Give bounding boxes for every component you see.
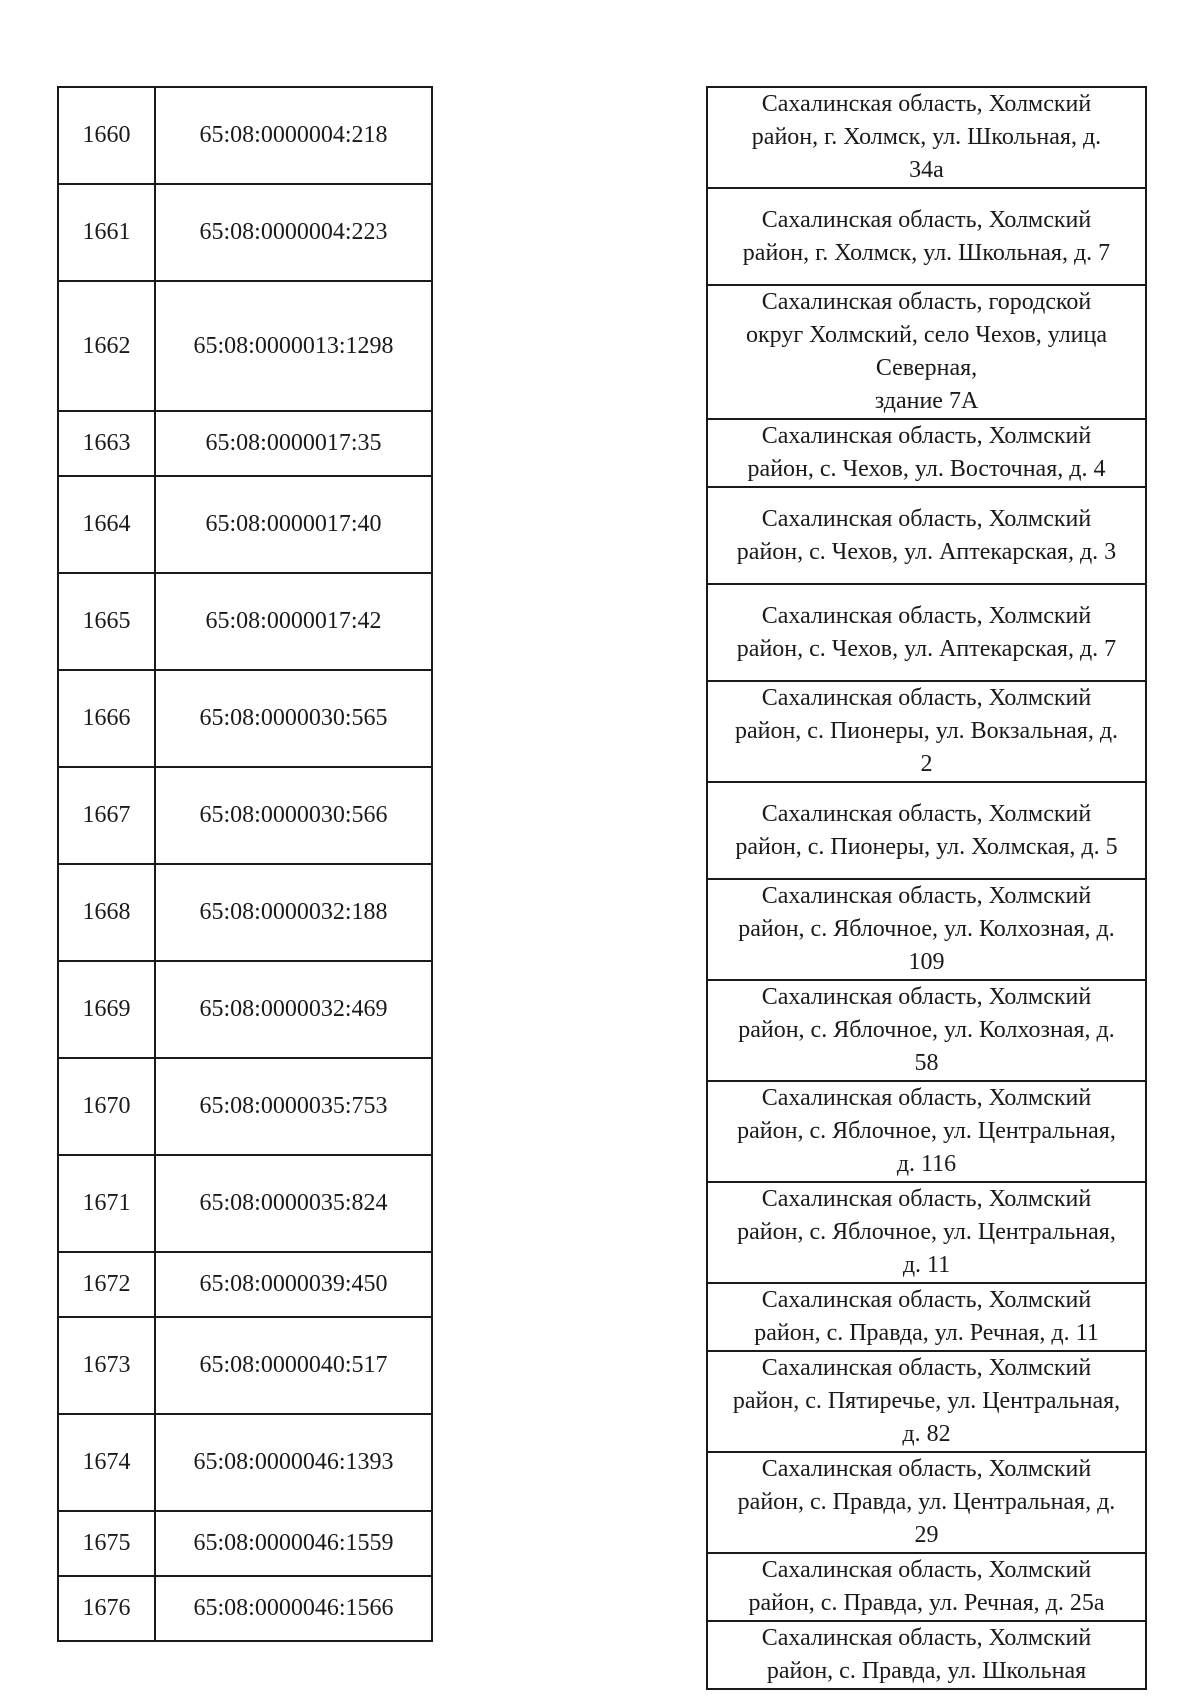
cadastral-number: 65:08:0000032:469	[155, 961, 432, 1058]
registry-table-left	[57, 86, 433, 1642]
table-row	[58, 573, 432, 670]
address-cell: Сахалинская область, Холмский район, с. Правда, ул. Речная, д. 25а	[707, 1553, 1146, 1621]
table-row	[58, 184, 432, 281]
cadastral-number: 65:08:0000004:223	[155, 184, 432, 281]
table-row	[707, 1182, 1146, 1283]
cadastral-number: 65:08:0000017:35	[155, 411, 432, 476]
row-number: 1663	[58, 411, 155, 476]
table-row	[707, 782, 1146, 879]
table-row	[707, 1351, 1146, 1452]
address-cell: Сахалинская область, Холмский район, г. Холмск, ул. Школьная, д. 34а	[707, 87, 1146, 188]
table-row	[58, 1155, 432, 1252]
address-cell: Сахалинская область, Холмский район, с. Правда, ул. Речная, д. 11	[707, 1283, 1146, 1351]
cadastral-number: 65:08:0000046:1559	[155, 1511, 432, 1576]
row-number: 1669	[58, 961, 155, 1058]
table-row	[58, 767, 432, 864]
address-cell: Сахалинская область, Холмский район, с. Яблочное, ул. Центральная, д. 11	[707, 1182, 1146, 1283]
address-cell: Сахалинская область, Холмский район, с. Чехов, ул. Восточная, д. 4	[707, 419, 1146, 487]
row-number: 1667	[58, 767, 155, 864]
registry-table-right	[706, 86, 1147, 1690]
table-row	[58, 1576, 432, 1641]
row-number: 1666	[58, 670, 155, 767]
cadastral-number: 65:08:0000039:450	[155, 1252, 432, 1317]
table-row	[58, 1252, 432, 1317]
cadastral-number: 65:08:0000046:1393	[155, 1414, 432, 1511]
address-cell: Сахалинская область, Холмский район, с. Пионеры, ул. Вокзальная, д. 2	[707, 681, 1146, 782]
cadastral-number: 65:08:0000030:566	[155, 767, 432, 864]
table-row	[707, 879, 1146, 980]
row-number: 1661	[58, 184, 155, 281]
table-row	[707, 980, 1146, 1081]
address-cell: Сахалинская область, Холмский район, с. Правда, ул. Центральная, д. 29	[707, 1452, 1146, 1553]
table-row	[707, 584, 1146, 681]
address-cell: Сахалинская область, городской округ Холмский, село Чехов, улица Северная, здание 7А	[707, 285, 1146, 419]
cadastral-number: 65:08:0000040:517	[155, 1317, 432, 1414]
row-number: 1670	[58, 1058, 155, 1155]
table-row	[58, 670, 432, 767]
table-row	[707, 487, 1146, 584]
table-row	[707, 188, 1146, 285]
table-row	[707, 1553, 1146, 1621]
table-row	[58, 281, 432, 411]
table-row	[58, 864, 432, 961]
address-cell: Сахалинская область, Холмский район, с. Чехов, ул. Аптекарская, д. 3	[707, 487, 1146, 584]
cadastral-number: 65:08:0000030:565	[155, 670, 432, 767]
row-number: 1676	[58, 1576, 155, 1641]
row-number: 1673	[58, 1317, 155, 1414]
address-cell: Сахалинская область, Холмский район, с. Яблочное, ул. Колхозная, д. 109	[707, 879, 1146, 980]
table-row	[707, 1452, 1146, 1553]
table-row	[58, 1414, 432, 1511]
row-number: 1664	[58, 476, 155, 573]
address-cell: Сахалинская область, Холмский район, с. Пятиречье, ул. Центральная, д. 82	[707, 1351, 1146, 1452]
cadastral-number: 65:08:0000046:1566	[155, 1576, 432, 1641]
table-row	[58, 1058, 432, 1155]
table-row	[58, 87, 432, 184]
cadastral-number: 65:08:0000017:42	[155, 573, 432, 670]
row-number: 1674	[58, 1414, 155, 1511]
row-number: 1672	[58, 1252, 155, 1317]
cadastral-number: 65:08:0000017:40	[155, 476, 432, 573]
table-row	[707, 1621, 1146, 1689]
row-number: 1671	[58, 1155, 155, 1252]
address-cell: Сахалинская область, Холмский район, с. Яблочное, ул. Колхозная, д. 58	[707, 980, 1146, 1081]
table-row	[58, 1317, 432, 1414]
cadastral-number: 65:08:0000013:1298	[155, 281, 432, 411]
row-number: 1675	[58, 1511, 155, 1576]
cadastral-number: 65:08:0000035:824	[155, 1155, 432, 1252]
row-number: 1665	[58, 573, 155, 670]
address-cell: Сахалинская область, Холмский район, с. Яблочное, ул. Центральная, д. 116	[707, 1081, 1146, 1182]
cadastral-number: 65:08:0000032:188	[155, 864, 432, 961]
cadastral-number: 65:08:0000004:218	[155, 87, 432, 184]
table-row	[58, 1511, 432, 1576]
table-row	[58, 476, 432, 573]
row-number: 1662	[58, 281, 155, 411]
address-cell: Сахалинская область, Холмский район, г. Холмск, ул. Школьная, д. 7	[707, 188, 1146, 285]
row-number: 1668	[58, 864, 155, 961]
cadastral-number: 65:08:0000035:753	[155, 1058, 432, 1155]
address-cell: Сахалинская область, Холмский район, с. Чехов, ул. Аптекарская, д. 7	[707, 584, 1146, 681]
table-row	[707, 285, 1146, 419]
table-row	[707, 1283, 1146, 1351]
row-number: 1660	[58, 87, 155, 184]
table-row	[58, 961, 432, 1058]
table-row	[707, 1081, 1146, 1182]
table-row	[58, 411, 432, 476]
table-row	[707, 681, 1146, 782]
table-row	[707, 419, 1146, 487]
table-row	[707, 87, 1146, 188]
address-cell: Сахалинская область, Холмский район, с. Правда, ул. Школьная	[707, 1621, 1146, 1689]
address-cell: Сахалинская область, Холмский район, с. Пионеры, ул. Холмская, д. 5	[707, 782, 1146, 879]
